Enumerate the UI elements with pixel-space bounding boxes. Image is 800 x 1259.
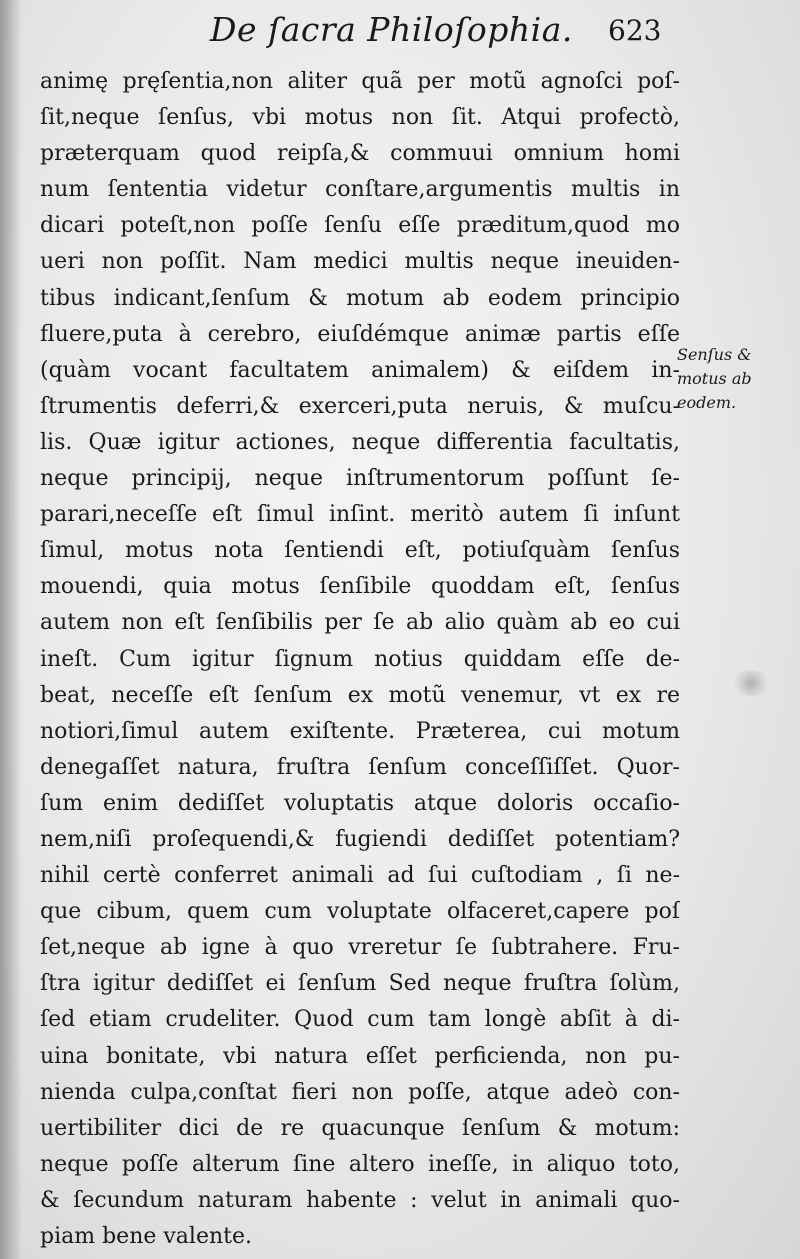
text-line: denegaſſet natura, fruſtra ſenſum conceſſiſſet. Quor-	[40, 754, 680, 780]
text-line: uina bonitate, vbi natura eſſet perficienda, non pu-	[40, 1043, 680, 1069]
text-line: parari,neceſſe eſt ſimul inſint. meritò autem ſi inſunt	[40, 502, 680, 528]
text-line: nienda culpa,conſtat fieri non poſſe, atque adeò con-	[40, 1079, 680, 1105]
text-line: mouendi, quia motus ſenſibile quoddam eſt, ſenſus	[40, 574, 680, 600]
text-line: ineſt. Cum igitur ſignum notius quiddam eſſe de-	[40, 646, 680, 672]
text-line: piam bene valente.	[40, 1224, 252, 1249]
text-line: ſtra igitur dediſſet ei ſenſum Sed neque fruſtra ſolùm,	[40, 971, 680, 997]
text-line: fluere,puta à cerebro, eiuſdémque animæ partis eſſe	[40, 321, 680, 347]
text-line: & ſecundum naturam habente : velut in animali quo-	[40, 1187, 680, 1213]
page-number: 623	[608, 14, 662, 47]
text-line: animę pręſentia,non aliter quã per motũ agnoſci poſ-	[40, 69, 680, 94]
text-line: (quàm vocant facultatem animalem) & eiſdem in-	[40, 357, 680, 383]
text-line: ſit,neque ſenſus, vbi motus non ſit. Atqui profectò,	[40, 105, 680, 131]
text-line: neque principij, neque inſtrumentorum poſſunt ſe-	[40, 466, 680, 492]
text-line: ueri non poſſit. Nam medici multis neque ineuiden-	[40, 249, 680, 275]
text-line: ſum enim dediſſet voluptatis atque doloris occaſio-	[40, 790, 680, 816]
ink-smudge	[732, 670, 770, 696]
text-line: nem,niſi proſequendi,& fugiendi dediſſet potentiam?	[40, 826, 680, 852]
text-line: uertibiliter dici de re quacunque ſenſum & motum:	[40, 1115, 680, 1141]
text-line: notiori,ſimul autem exiſtente. Præterea, cui motum	[40, 718, 680, 744]
text-line: ſtrumentis deferri,& exerceri,puta neruis, & muſcu-	[40, 393, 680, 419]
text-line: nihil certè conferret animali ad ſui cuſtodiam , ſi ne-	[40, 863, 680, 889]
text-line: beat, neceſſe eſt ſenſum ex motũ venemur, vt ex re	[40, 682, 680, 708]
text-line: dicari poteſt,non poſſe ſenſu eſſe præditum,quod mo	[40, 213, 680, 239]
text-line: tibus indicant,ſenſum & motum ab eodem principio	[40, 285, 680, 311]
text-line: præterquam quod reipſa,& commuui omnium homi	[40, 141, 680, 167]
text-line: neque poſſe alterum ſine altero ineſſe, in aliquo toto,	[40, 1151, 680, 1177]
text-line: lis. Quæ igitur actiones, neque differentia facultatis,	[40, 429, 680, 455]
text-line: ſet,neque ab igne à quo vreretur ſe ſubtrahere. Fru-	[40, 935, 680, 961]
running-title: De ſacra Philoſophia.	[210, 10, 573, 49]
text-line: autem non eſt ſenſibilis per ſe ab alio quàm ab eo cui	[40, 610, 680, 636]
text-line: ſimul, motus nota ſentiendi eſt, potiuſquàm ſenſus	[40, 538, 680, 564]
margin-note-line: eodem.	[677, 393, 737, 412]
text-line: ſed etiam crudeliter. Quod cum tam longè abſit à di-	[40, 1007, 680, 1033]
body-text	[40, 64, 680, 1255]
margin-note-line: motus ab	[677, 369, 752, 388]
margin-note-line: Senſus &	[677, 345, 752, 364]
text-line: que cibum, quem cum voluptate olfaceret,capere poſ	[40, 899, 680, 925]
margin-note	[677, 343, 787, 415]
text-line: num ſententia videtur conſtare,argumentis multis in	[40, 177, 680, 203]
gutter-shadow	[0, 0, 22, 1259]
